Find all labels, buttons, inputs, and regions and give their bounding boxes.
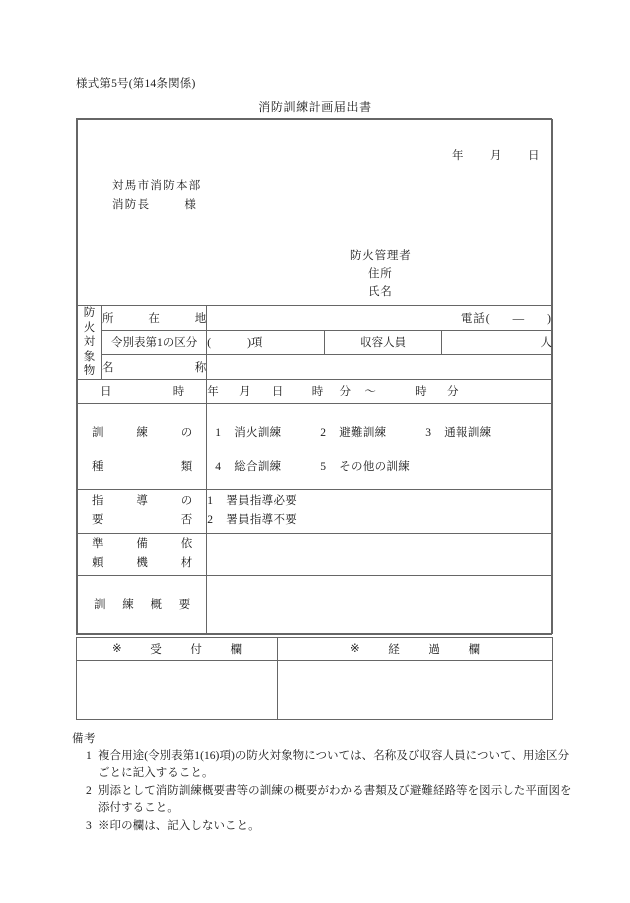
drill-type-label-char-0: 訓	[92, 426, 104, 439]
drill-type-options-cell[interactable]	[207, 403, 553, 489]
drill-option-label-3[interactable]: 通報訓練	[444, 426, 492, 439]
date-day-label: 日	[528, 150, 540, 162]
reception-label-char-1: 受	[150, 644, 162, 656]
equipment-label-char-1: 備	[136, 538, 148, 550]
location-label-char-0: 所	[102, 312, 114, 325]
drill-option-label-1[interactable]: 消火訓練	[234, 426, 282, 439]
drill-outline-row	[78, 575, 553, 633]
datetime-label-char-0: 日	[100, 386, 112, 398]
equipment-label-char-0: 準	[92, 538, 104, 550]
vchar-1: 火	[83, 321, 96, 334]
progress-label-char-1: 経	[388, 644, 400, 656]
equipment-row	[78, 533, 553, 575]
remark-text-2: 別添として消防訓練概要書等の訓練の概要がわかる書類及び避難経路等を図示した平面図を添付すること。	[98, 785, 572, 814]
dt-tilde: ～	[364, 386, 377, 398]
guidance-option-2[interactable]	[207, 511, 552, 530]
guidance-row	[78, 489, 553, 533]
vchar-3: 象	[83, 350, 96, 363]
drill-type-label-char-3: 種	[92, 460, 104, 473]
tel-label: 電話(	[460, 312, 491, 325]
remark-text-1: 複合用途(令別表第1(16)項)の防火対象物については、名称及び収容人員について、用途区分ごとに記入すること。	[98, 750, 570, 779]
datetime-label	[78, 379, 207, 403]
remark-number-2: 2	[86, 785, 92, 797]
office-use-frame	[76, 637, 552, 720]
drill-outline-label-char-0: 訓	[94, 599, 106, 611]
drill-option-label-2[interactable]: 避難訓練	[339, 426, 387, 439]
building-name-row	[78, 355, 553, 380]
remark-number-3: 3	[86, 820, 92, 832]
addressee-honorific: 様	[184, 199, 198, 211]
classification-row	[78, 330, 553, 355]
guidance-option-num-1: 1	[207, 495, 214, 507]
guidance-label-char-4: 否	[180, 514, 193, 526]
drill-outline-label-char-3: 要	[178, 599, 191, 611]
document-title: 消防訓練計画届出書	[258, 100, 372, 114]
location-value-and-tel[interactable]	[207, 306, 553, 331]
date-year-label: 年	[452, 150, 464, 162]
classification-label: 令別表第1の区分	[102, 330, 207, 355]
main-form-frame	[76, 118, 552, 635]
equipment-label-char-3: 頼	[92, 557, 104, 569]
tel-close-paren: )	[547, 312, 552, 325]
vchar-0: 防	[83, 307, 96, 319]
addressee-block	[112, 177, 202, 215]
dt-year: 年	[207, 386, 220, 398]
guidance-option-label-2: 署員指導不要	[226, 514, 298, 526]
date-line	[452, 147, 544, 163]
drill-option-num-3: 3	[425, 426, 432, 439]
drill-type-options-line2	[215, 458, 410, 474]
location-label	[102, 306, 207, 331]
equipment-label-char-5: 材	[180, 557, 193, 569]
office-use-header-row	[77, 638, 553, 661]
office-use-body-row	[77, 661, 553, 720]
dt-day: 日	[271, 386, 284, 398]
vchar-2: 対	[83, 336, 96, 348]
capacity-label: 収容人員	[325, 330, 441, 355]
drill-outline-label-char-1: 練	[122, 599, 134, 611]
guidance-option-label-1: 署員指導必要	[226, 495, 298, 507]
building-name-value[interactable]	[207, 355, 553, 380]
main-form-table	[77, 119, 553, 634]
manager-block	[350, 247, 412, 301]
guidance-label-char-1: 導	[136, 495, 148, 507]
reception-label-char-0: ※	[112, 643, 122, 655]
building-name-char-0: 名	[102, 361, 114, 374]
progress-label-char-2: 過	[428, 644, 440, 656]
dt-month: 月	[239, 386, 251, 398]
datetime-value-cell[interactable]	[207, 379, 553, 403]
drill-type-row	[78, 403, 553, 489]
drill-type-label-char-1: 練	[136, 426, 148, 439]
guidance-label-char-3: 要	[92, 514, 104, 526]
reception-value-cell[interactable]	[77, 661, 278, 720]
location-row	[78, 306, 553, 331]
classification-close-paren: )項	[247, 337, 263, 350]
addressee-row	[78, 120, 553, 306]
dt-minute2: 分	[446, 386, 459, 398]
datetime-label-char-1: 時	[172, 386, 185, 398]
office-use-table	[76, 637, 553, 720]
vchar-4: 物	[83, 365, 96, 377]
progress-label-char-0: ※	[350, 643, 360, 655]
drill-option-num-4: 4	[215, 460, 222, 473]
guidance-options-cell[interactable]	[207, 489, 553, 533]
building-name-char-1: 称	[194, 361, 207, 374]
drill-option-num-2: 2	[320, 426, 327, 439]
manager-name-label: 氏名	[368, 286, 393, 298]
progress-label-char-3: 欄	[468, 644, 480, 656]
remark-number-1: 1	[86, 750, 92, 762]
guidance-option-1[interactable]	[207, 492, 552, 511]
manager-title: 防火管理者	[350, 250, 412, 262]
datetime-row	[78, 379, 553, 403]
addressee-organization: 対馬市消防本部	[112, 180, 202, 192]
drill-type-label-char-4: 類	[180, 460, 193, 473]
drill-option-label-5[interactable]: その他の訓練	[339, 460, 411, 473]
equipment-label-char-4: 機	[136, 557, 148, 569]
addressee-title: 消防長	[112, 199, 151, 211]
remark-item	[72, 748, 572, 781]
drill-outline-label-char-2: 概	[150, 599, 162, 611]
classification-open-paren: (	[207, 337, 212, 350]
addressee-cell	[78, 120, 553, 306]
equipment-label-char-2: 依	[180, 538, 193, 550]
date-month-label: 月	[490, 150, 502, 162]
remark-text-3: ※印の欄は、記入しないこと。	[98, 820, 260, 832]
reception-header	[77, 638, 278, 661]
location-label-char-1: 在	[148, 312, 160, 325]
capacity-value-cell[interactable]	[441, 330, 552, 355]
drill-outline-value-cell[interactable]	[207, 575, 553, 633]
dt-minute: 分	[339, 386, 352, 398]
drill-type-options-line1	[215, 424, 491, 440]
dt-hour2: 時	[415, 386, 427, 398]
guidance-label-char-0: 指	[92, 495, 104, 507]
addressee-title-line	[112, 196, 202, 215]
form-code: 様式第5号(第14条関係)	[76, 78, 196, 90]
drill-option-label-4[interactable]: 総合訓練	[234, 460, 282, 473]
capacity-unit: 人	[540, 337, 552, 350]
drill-outline-label	[78, 575, 207, 633]
drill-option-num-5: 5	[320, 460, 327, 473]
classification-value-cell[interactable]	[207, 330, 325, 355]
progress-header	[278, 638, 553, 661]
target-building-vertical-label	[78, 306, 102, 380]
equipment-label	[78, 533, 207, 575]
remark-item	[72, 783, 572, 816]
manager-address-label: 住所	[368, 268, 393, 280]
dt-hour: 時	[311, 386, 324, 398]
remark-item	[72, 818, 572, 835]
drill-type-label-char-2: の	[180, 426, 193, 439]
drill-type-label	[78, 403, 207, 489]
guidance-option-num-2: 2	[207, 514, 214, 526]
location-label-char-2: 地	[194, 312, 207, 325]
remarks-title: 備考	[72, 733, 96, 745]
reception-label-char-3: 欄	[230, 644, 242, 656]
remarks-section	[72, 730, 572, 835]
reception-label-char-2: 付	[190, 644, 202, 656]
guidance-label-char-2: の	[180, 495, 193, 507]
tel-dash: —	[512, 312, 526, 325]
progress-value-cell[interactable]	[278, 661, 553, 720]
drill-option-num-1: 1	[215, 426, 222, 439]
equipment-value-cell[interactable]	[207, 533, 553, 575]
guidance-label	[78, 489, 207, 533]
building-name-label	[102, 355, 207, 380]
